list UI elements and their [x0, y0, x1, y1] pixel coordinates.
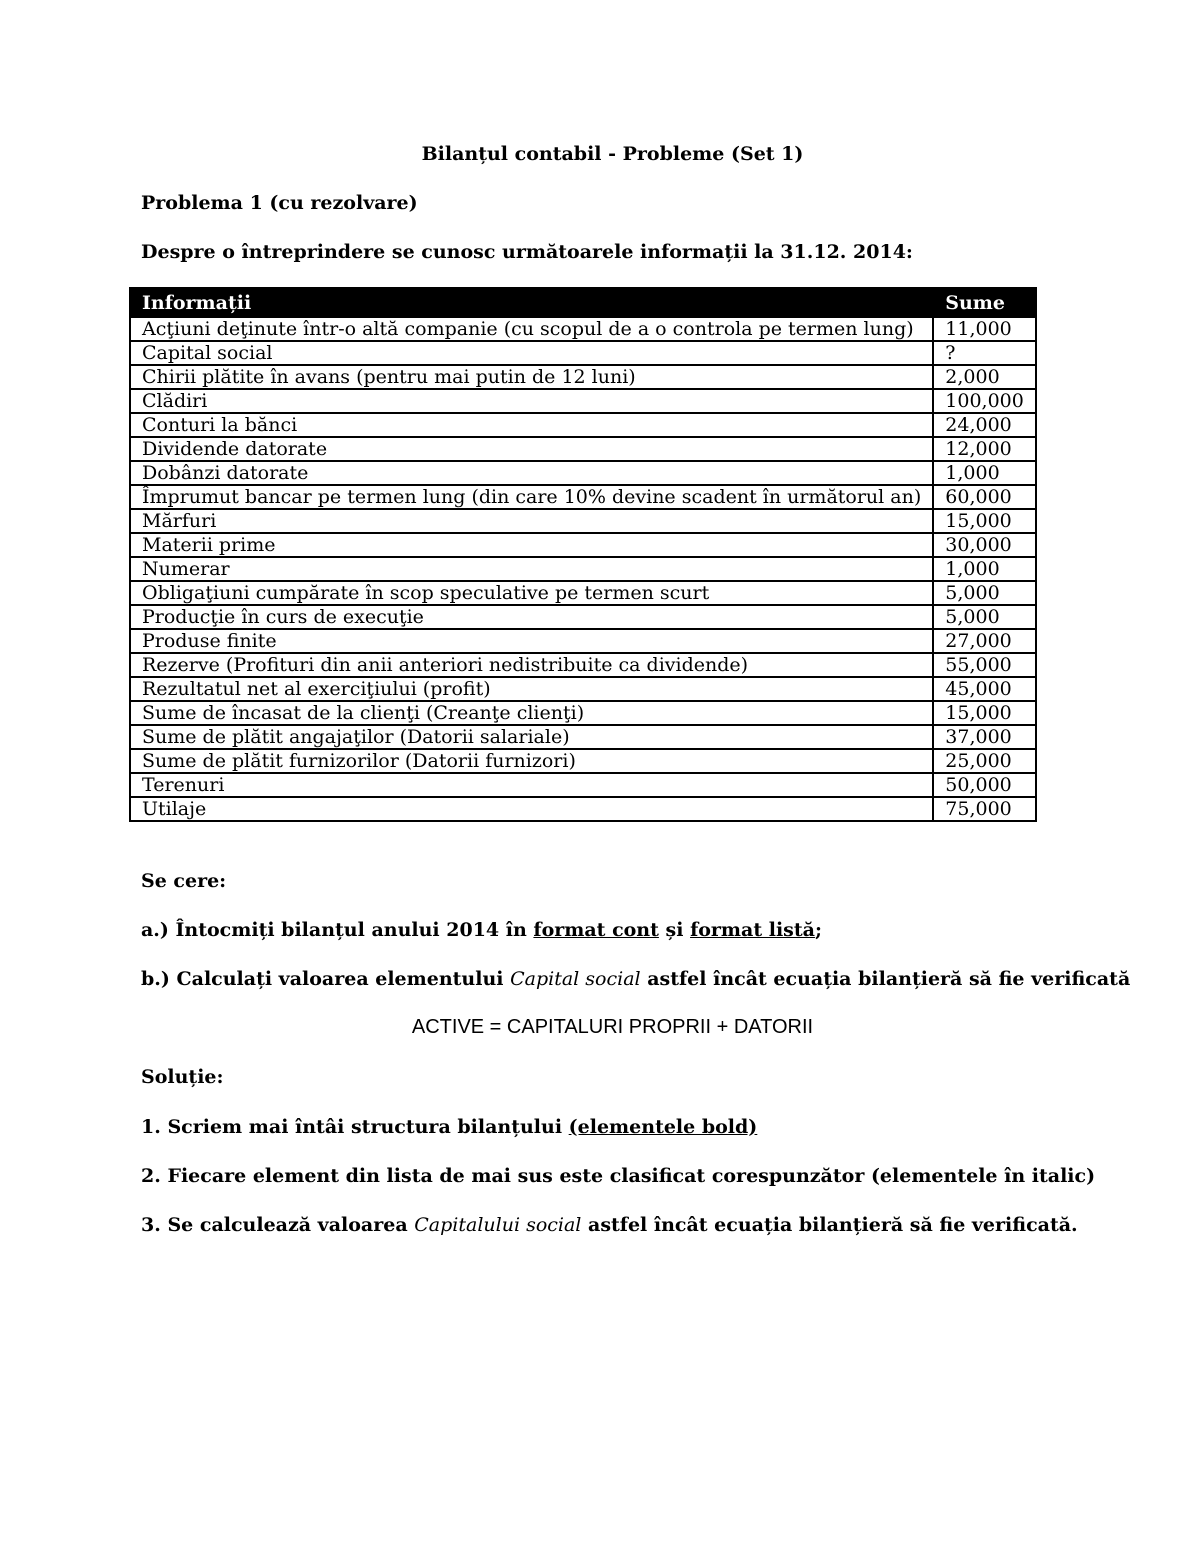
req-b-suffix: astfel încât ecuația bilanțieră să fie verificată: [640, 968, 1131, 990]
req-a-suffix: ;: [814, 919, 822, 941]
table-row: [130, 653, 1036, 677]
header-informatii: Informații: [130, 288, 933, 317]
row-amount: 11,000: [933, 317, 1036, 341]
step-1-prefix: 1. Scriem mai întâi structura bilanțului: [141, 1116, 569, 1138]
table-row: [130, 701, 1036, 725]
balance-equation: ACTIVE = CAPITALURI PROPRII + DATORII: [411, 1016, 814, 1038]
row-label: Utilaje: [130, 797, 933, 821]
row-amount: 45,000: [933, 677, 1036, 701]
row-amount: ?: [933, 341, 1036, 365]
row-label: Producţie în curs de execuţie: [130, 605, 933, 629]
table-row: [130, 749, 1036, 773]
header-sume: Sume: [933, 288, 1036, 317]
row-label: Dobânzi datorate: [130, 461, 933, 485]
req-b-italic: Capital social: [510, 968, 641, 990]
table-row: [130, 317, 1036, 341]
table-body: [130, 317, 1036, 821]
table-row: [130, 437, 1036, 461]
req-b-prefix: b.) Calculați valoarea elementului: [141, 968, 511, 990]
row-label: Numerar: [130, 557, 933, 581]
intro-text: Despre o întreprindere se cunosc următoarele informații la 31.12. 2014:: [141, 241, 913, 263]
step-3-suffix: astfel încât ecuația bilanțieră să fie verificată.: [581, 1214, 1078, 1236]
step-3-italic: Capitalului social: [414, 1214, 582, 1236]
table-row: [130, 773, 1036, 797]
table-row: [130, 485, 1036, 509]
table-row: [130, 605, 1036, 629]
step-2: 2. Fiecare element din lista de mai sus este clasificat corespunzător (elementele în italic): [141, 1165, 1096, 1187]
table-row: [130, 461, 1036, 485]
row-amount: 15,000: [933, 701, 1036, 725]
row-label: Sume de plătit furnizorilor (Datorii furnizori): [130, 749, 933, 773]
row-amount: 1,000: [933, 557, 1036, 581]
row-amount: 12,000: [933, 437, 1036, 461]
solutie-label: Soluție:: [141, 1066, 224, 1088]
row-amount: 60,000: [933, 485, 1036, 509]
row-amount: 100,000: [933, 389, 1036, 413]
requirement-a: [141, 919, 822, 941]
table-row: [130, 797, 1036, 821]
step-3: [141, 1214, 1078, 1236]
table-row: [130, 677, 1036, 701]
row-amount: 15,000: [933, 509, 1036, 533]
table-row: [130, 725, 1036, 749]
req-a-prefix: a.) Întocmiți bilanțul anului 2014 în: [141, 919, 534, 941]
row-amount: 5,000: [933, 605, 1036, 629]
format-lista-link: format listă: [690, 919, 815, 941]
table-row: [130, 509, 1036, 533]
row-amount: 1,000: [933, 461, 1036, 485]
row-label: Rezerve (Profituri din anii anteriori nedistribuite ca dividende): [130, 653, 933, 677]
row-label: Capital social: [130, 341, 933, 365]
table-row: [130, 581, 1036, 605]
row-amount: 75,000: [933, 797, 1036, 821]
se-cere-label: Se cere:: [141, 870, 227, 892]
table-row: [130, 629, 1036, 653]
requirement-b: [141, 968, 1130, 990]
table-row: [130, 389, 1036, 413]
page-title: Bilanțul contabil - Probleme (Set 1): [421, 143, 804, 165]
information-table: [129, 287, 1037, 822]
table-row: [130, 365, 1036, 389]
row-label: Sume de plătit angajaţilor (Datorii salariale): [130, 725, 933, 749]
row-amount: 37,000: [933, 725, 1036, 749]
row-label: Clădiri: [130, 389, 933, 413]
step-1-underlined: (elementele bold): [568, 1116, 758, 1138]
row-label: Sume de încasat de la clienţi (Creanţe clienţi): [130, 701, 933, 725]
table-row: [130, 413, 1036, 437]
table-row: [130, 341, 1036, 365]
row-amount: 55,000: [933, 653, 1036, 677]
row-amount: 25,000: [933, 749, 1036, 773]
row-label: Rezultatul net al exerciţiului (profit): [130, 677, 933, 701]
row-label: Conturi la bănci: [130, 413, 933, 437]
problem-heading: Problema 1 (cu rezolvare): [141, 192, 418, 214]
format-cont-link: format cont: [533, 919, 659, 941]
step-3-prefix: 3. Se calculează valoarea: [141, 1214, 415, 1236]
row-label: Acţiuni deţinute într-o altă companie (cu scopul de a o controla pe termen lung): [130, 317, 933, 341]
row-label: Chirii plătite în avans (pentru mai putin de 12 luni): [130, 365, 933, 389]
req-a-mid: și: [658, 919, 691, 941]
row-amount: 50,000: [933, 773, 1036, 797]
table-header-row: [130, 288, 1036, 317]
row-amount: 5,000: [933, 581, 1036, 605]
row-label: Împrumut bancar pe termen lung (din care 10% devine scadent în următorul an): [130, 485, 933, 509]
table-row: [130, 533, 1036, 557]
row-label: Mărfuri: [130, 509, 933, 533]
table-row: [130, 557, 1036, 581]
step-1: [141, 1116, 757, 1138]
row-amount: 24,000: [933, 413, 1036, 437]
row-label: Produse finite: [130, 629, 933, 653]
row-label: Materii prime: [130, 533, 933, 557]
row-amount: 2,000: [933, 365, 1036, 389]
row-amount: 27,000: [933, 629, 1036, 653]
row-label: Terenuri: [130, 773, 933, 797]
row-amount: 30,000: [933, 533, 1036, 557]
row-label: Dividende datorate: [130, 437, 933, 461]
row-label: Obligaţiuni cumpărate în scop speculative pe termen scurt: [130, 581, 933, 605]
